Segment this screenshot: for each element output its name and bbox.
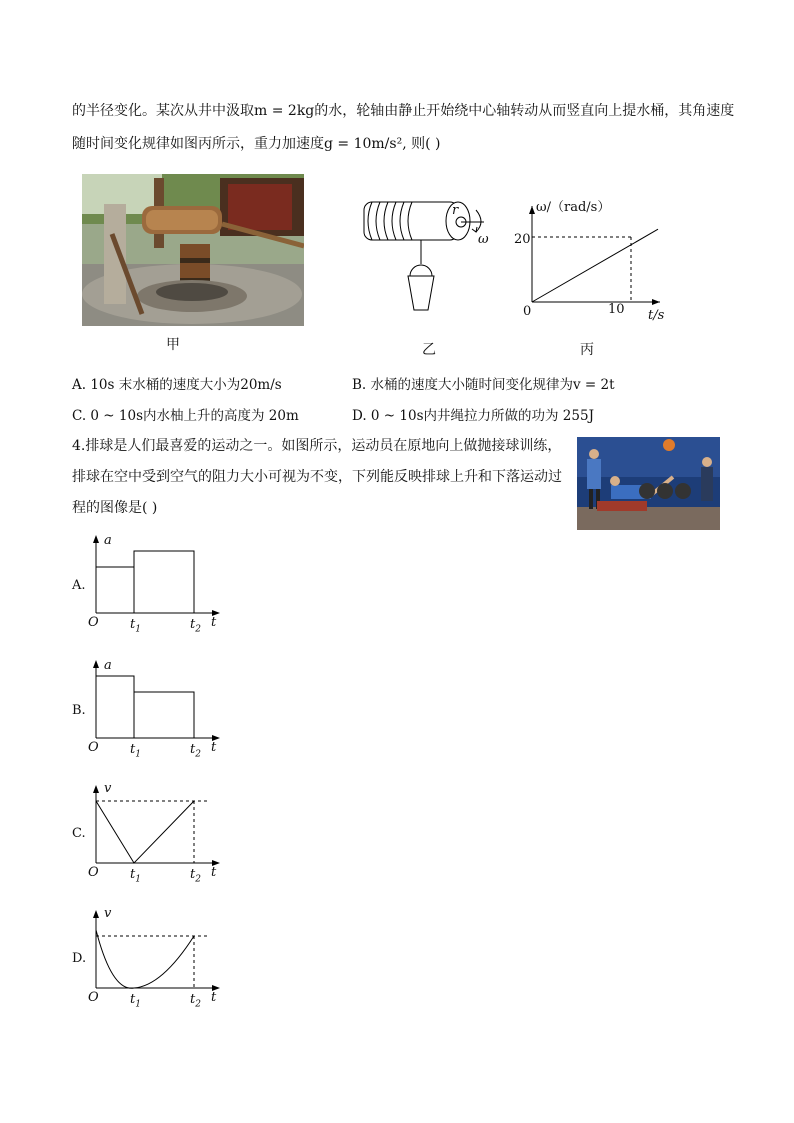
omega-axis-label: ω/（rad/s） [536,200,611,215]
graph-a-curve [96,551,194,613]
graph-c-letter: C. [72,826,86,841]
intro-line-2: 随时间变化规律如图丙所示，重力加速度g = 10m/s², 则( ) [72,136,441,152]
graph-d-y-axis-label: v [104,906,112,921]
graph-c-x-axis-label: t [211,865,217,880]
graph-d-letter: D. [72,951,87,966]
graph-b-curve [96,676,194,738]
graph-c-origin: O [88,865,99,880]
graph-d-curve [96,930,194,988]
caption-yi: 乙 [422,342,436,358]
option-b: B. 水桶的速度大小随时间变化规律为v = 2t [352,377,615,393]
graph-a-x-axis-label: t [211,615,217,630]
well-photo [82,174,304,326]
graph-b-origin: O [88,740,99,755]
graph-c-t2: $t_2$ [190,867,201,885]
graph-b-letter: B. [72,703,86,718]
windlass-diagram [358,192,493,322]
graph-b-t1: $t_1$ [130,742,141,760]
graph-a [68,533,228,633]
option-a: A. 10s 末水桶的速度大小为20m/s [72,377,282,393]
q4-line-1: 4.排球是人们最喜爱的运动之一。如图所示，运动员在原地向上做抛接球训练， [72,438,562,454]
option-c: C. 0 ~ 10s内水柚上升的高度为 20m [72,408,299,424]
x-tick-10: 10 [608,302,625,317]
graph-d-origin: O [88,990,99,1005]
caption-jia: 甲 [166,337,180,353]
time-axis-label: t/s [648,308,665,323]
graph-a-origin: O [88,615,99,630]
graph-c [68,783,228,883]
omega-time-graph [514,194,674,324]
q4-line-3: 程的图像是( ) [72,500,158,516]
q4-line-2: 排球在空中受到空气的阻力大小可视为不变，下列能反映排球上升和下落运动过 [72,469,562,485]
intro-line-1: 的半径变化。某次从井中汲取m = 2kg的水，轮轴由静止开始绕中心轴转动从而竖直向上提水桶，其角速度 [72,103,735,119]
graph-b-x-axis-label: t [211,740,217,755]
graph-b-t2: $t_2$ [190,742,201,760]
graph-a-t2: $t_2$ [190,617,201,635]
option-d: D. 0 ~ 10s内井绳拉力所做的功为 255J [352,408,594,424]
omega-label: ω [478,232,489,247]
volleyball-photo [577,437,720,530]
graph-d [68,908,228,1008]
graph-d-x-axis-label: t [211,990,217,1005]
graph-d-t1: $t_1$ [130,992,141,1010]
origin-label: 0 [523,304,532,319]
omega-series-line [532,229,658,302]
graph-c-y-axis-label: v [104,781,112,796]
graph-d-t2: $t_2$ [190,992,201,1010]
graph-b [68,658,228,758]
radius-label: r [452,203,459,218]
graph-c-curve [96,801,194,863]
graph-a-letter: A. [72,578,86,593]
graph-a-t1: $t_1$ [130,617,141,635]
graph-a-y-axis-label: a [104,533,112,548]
graph-b-y-axis-label: a [104,658,112,673]
y-tick-20: 20 [514,232,531,247]
caption-bing: 丙 [580,342,594,358]
graph-c-t1: $t_1$ [130,867,141,885]
